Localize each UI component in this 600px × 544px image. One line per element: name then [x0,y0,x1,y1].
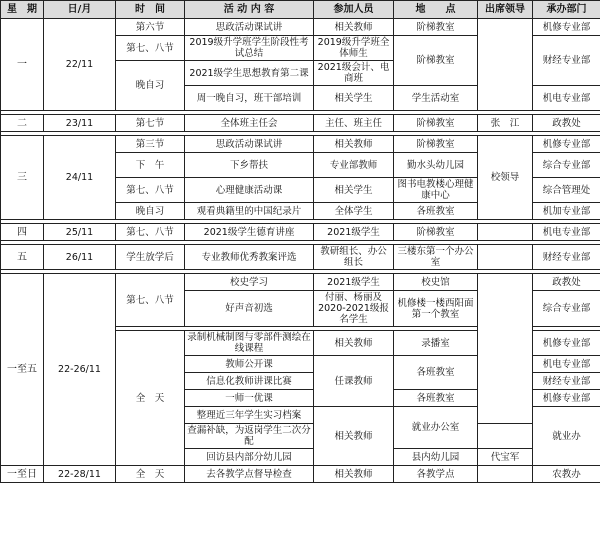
location-cell: 阶梯教室 [394,224,478,241]
time-cell: 全 天 [116,466,185,483]
dept-cell: 机修专业部 [533,136,600,153]
leader-cell [478,19,533,111]
time-cell: 下 午 [116,153,185,178]
activity-cell: 好声音初选 [185,291,314,327]
time-cell: 第七、八节 [116,274,185,327]
dept-cell: 政教处 [533,274,600,291]
time-cell: 全 天 [116,331,185,466]
table-row [1,115,600,132]
date-cell: 22-28/11 [44,466,116,483]
participants-cell: 全体学生 [314,203,394,220]
participants-cell: 相关教师 [314,19,394,36]
activity-cell: 教师公开课 [185,356,314,373]
participants-cell: 主任、班主任 [314,115,394,132]
activity-cell: 去各教学点督导检查 [185,466,314,483]
week-cell: 一至五 [1,274,44,466]
date-cell: 26/11 [44,245,116,270]
participants-cell: 相关学生 [314,86,394,111]
activity-cell: 观看典籍里的中国纪录片 [185,203,314,220]
activity-cell: 信息化教师讲课比赛 [185,373,314,390]
participants-cell: 相关教师 [314,466,394,483]
activity-cell: 周一晚自习，班干部培训 [185,86,314,111]
week-cell: 一 [1,19,44,111]
location-cell: 机修楼一楼西阳面第一个教室 [394,291,478,327]
table-row [1,224,600,241]
participants-cell: 专业部教师 [314,153,394,178]
header-location: 地 点 [394,1,478,19]
dept-cell: 政教处 [533,115,600,132]
time-cell: 第三节 [116,136,185,153]
activity-cell: 校史学习 [185,274,314,291]
leader-cell: 张 江 [478,115,533,132]
date-cell: 23/11 [44,115,116,132]
week-cell: 一至日 [1,466,44,483]
location-cell: 县内幼儿园 [394,449,478,466]
activity-cell: 一师一优课 [185,390,314,407]
leader-cell [478,224,533,241]
participants-cell: 相关教师 [314,407,394,466]
table-row [1,274,600,291]
participants-cell: 相关教师 [314,136,394,153]
activity-cell: 整理近三年学生实习档案 [185,407,314,424]
activity-cell: 全体班主任会 [185,115,314,132]
header-activity: 活 动 内 容 [185,1,314,19]
location-cell: 勤水头幼儿园 [394,153,478,178]
leader-cell [478,274,533,424]
participants-cell: 2021级学生 [314,274,394,291]
participants-cell: 2019级升学班全体师生 [314,36,394,61]
date-cell: 24/11 [44,136,116,220]
location-cell: 录播室 [394,331,478,356]
location-cell: 阶梯教室 [394,115,478,132]
location-cell: 各班教室 [394,356,478,390]
week-cell: 二 [1,115,44,132]
activity-cell: 查漏补缺，为返岗学生二次分配 [185,424,314,449]
location-cell: 阶梯教室 [394,136,478,153]
table-row [1,245,600,270]
table-row [1,19,600,36]
time-cell: 第六节 [116,19,185,36]
dept-cell: 农教办 [533,466,600,483]
time-cell: 晚自习 [116,61,185,111]
activity-cell: 录制机械制图与零部件测绘在线课程 [185,331,314,356]
week-cell: 三 [1,136,44,220]
dept-cell: 机电专业部 [533,86,600,111]
activity-cell: 回访县内部分幼儿园 [185,449,314,466]
dept-cell: 综合专业部 [533,291,600,327]
table-row [1,466,600,483]
participants-cell: 任课教师 [314,356,394,407]
location-cell: 图书电教楼心理健康中心 [394,178,478,203]
date-cell: 22-26/11 [44,274,116,466]
dept-cell: 机修专业部 [533,390,600,407]
dept-cell: 就业办 [533,407,600,466]
time-cell: 第七、八节 [116,178,185,203]
dept-cell: 综合管理处 [533,178,600,203]
location-cell: 各班教室 [394,390,478,407]
header-leader: 出席领导 [478,1,533,19]
location-cell: 各班教室 [394,203,478,220]
location-cell: 就业办公室 [394,407,478,449]
table-row [1,136,600,153]
activity-cell: 心理健康活动课 [185,178,314,203]
header-time: 时 间 [116,1,185,19]
dept-cell: 综合专业部 [533,153,600,178]
location-cell: 校史馆 [394,274,478,291]
participants-cell: 教研组长、办公组长 [314,245,394,270]
participants-cell: 相关教师 [314,331,394,356]
location-cell: 阶梯教室 [394,36,478,86]
location-cell: 阶梯教室 [394,19,478,36]
time-cell: 第七、八节 [116,224,185,241]
dept-cell: 机电专业部 [533,356,600,373]
dept-cell: 机修专业部 [533,331,600,356]
activity-cell: 2019级升学班学生阶段性考试总结 [185,36,314,61]
header-date: 日/月 [44,1,116,19]
time-cell: 学生放学后 [116,245,185,270]
header-week: 星 期 [1,1,44,19]
participants-cell: 2021级会计、电商班 [314,61,394,86]
location-cell: 各教学点 [394,466,478,483]
location-cell: 学生活动室 [394,86,478,111]
activity-cell: 下乡帮扶 [185,153,314,178]
dept-cell: 财经专业部 [533,373,600,390]
activity-cell: 思政活动课试讲 [185,19,314,36]
header-participants: 参加人员 [314,1,394,19]
location-cell: 三楼东第一个办公室 [394,245,478,270]
activity-cell: 2021级学生思想教育第二课 [185,61,314,86]
participants-cell: 2021级学生 [314,224,394,241]
date-cell: 22/11 [44,19,116,111]
activity-cell: 思政活动课试讲 [185,136,314,153]
header-dept: 承办部门 [533,1,600,19]
date-cell: 25/11 [44,224,116,241]
time-cell: 第七节 [116,115,185,132]
time-cell: 晚自习 [116,203,185,220]
time-cell: 第七、八节 [116,36,185,61]
leader-cell: 代宝军 [478,449,533,466]
dept-cell: 财经专业部 [533,36,600,86]
leader-cell: 校领导 [478,136,533,220]
participants-cell: 付丽、杨丽及2020-2021级报名学生 [314,291,394,327]
participants-cell: 相关学生 [314,178,394,203]
leader-cell [478,466,533,483]
week-cell: 五 [1,245,44,270]
week-cell: 四 [1,224,44,241]
activity-cell: 2021级学生德育讲座 [185,224,314,241]
dept-cell: 机电专业部 [533,224,600,241]
leader-cell [478,245,533,270]
header-row [1,1,600,19]
activity-cell: 专业教师优秀教案评选 [185,245,314,270]
dept-cell: 机修专业部 [533,19,600,36]
dept-cell: 财经专业部 [533,245,600,270]
dept-cell: 机加专业部 [533,203,600,220]
